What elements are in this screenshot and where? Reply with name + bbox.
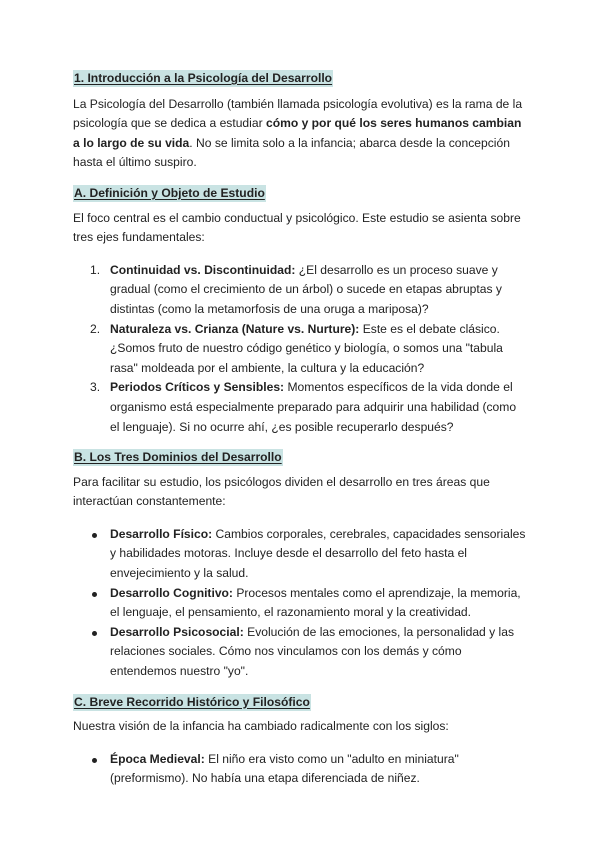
list-item xyxy=(73,378,528,437)
section-a-heading xyxy=(73,184,528,204)
section-c-list xyxy=(73,750,528,789)
section-b-list xyxy=(73,525,528,682)
list-item xyxy=(73,261,528,320)
section-b-heading xyxy=(73,448,528,468)
section-a-intro: El foco central es el cambio conductual y psicológico. Este estudio se asienta sobre tres ejes fundamentales: xyxy=(73,210,521,245)
list-item xyxy=(73,584,528,623)
bullet-icon xyxy=(92,592,97,597)
list-item-text: El niño era visto como un "adulto en miniatura" (preformismo). No había una etapa diferenciada de niñez. xyxy=(110,751,459,786)
list-item-text: ¿El desarrollo es un proceso suave y gradual (como el crecimiento de un árbol) o sucede en etapas abruptas y distintas (como la metamorfosis de una oruga a mariposa)? xyxy=(110,262,502,316)
section-b-title: B. Los Tres Dominios del Desarrollo xyxy=(74,450,282,465)
section-1-heading xyxy=(73,69,528,89)
list-item-term: Desarrollo Físico: xyxy=(110,526,213,541)
list-item-term: Periodos Críticos y Sensibles: xyxy=(110,380,285,395)
bullet-icon xyxy=(92,533,97,538)
list-item-term: Naturaleza vs. Crianza (Nature vs. Nurture): xyxy=(110,321,360,336)
list-item-term: Continuidad vs. Discontinuidad: xyxy=(110,262,296,277)
list-item xyxy=(73,750,528,789)
section-a-title: A. Definición y Objeto de Estudio xyxy=(74,185,265,200)
list-item-text: Evolución de las emociones, la personalidad y las relaciones sociales. Cómo nos vinculamos con los demás y cómo entendemos nuestro "yo". xyxy=(110,624,515,679)
section-1-intro-text-end: . No se limita solo a la infancia; abarca desde la concepción hasta el último suspiro. xyxy=(73,135,510,170)
list-item-text: Cambios corporales, cerebrales, capacidades sensoriales y habilidades motoras. Incluye desde el desarrollo del feto hasta el envejecimiento y la salud. xyxy=(110,526,526,581)
list-item xyxy=(73,623,528,682)
section-1-intro xyxy=(73,95,528,173)
list-number: 2. xyxy=(90,321,101,336)
list-item xyxy=(73,320,528,379)
section-c-intro: Nuestra visión de la infancia ha cambiado radicalmente con los siglos: xyxy=(73,719,449,734)
section-b-intro: Para facilitar su estudio, los psicólogos dividen el desarrollo en tres áreas que interactúan constantemente: xyxy=(73,474,490,509)
list-item-text: Este es el debate clásico. ¿Somos fruto de nuestro código genético y biología, o somos una "tabula rasa" moldeada por el ambiente, la cultura y la educación? xyxy=(110,321,503,375)
section-c-title: C. Breve Recorrido Histórico y Filosófico xyxy=(74,694,310,709)
section-1-intro-text: La Psicología del Desarrollo (también llamada psicología evolutiva) es la rama de la psicología que se dedica a estudiar xyxy=(73,96,523,131)
list-item-text: Procesos mentales como el aprendizaje, la memoria, el lenguaje, el pensamiento, el razonamiento moral y la creatividad. xyxy=(110,585,521,620)
list-item-term: Época Medieval: xyxy=(110,751,205,766)
bullet-icon xyxy=(92,758,97,763)
list-item-term: Desarrollo Cognitivo: xyxy=(110,585,233,600)
list-number: 3. xyxy=(90,380,101,395)
section-1-title: 1. Introducción a la Psicología del Desarrollo xyxy=(74,71,333,85)
section-1-intro-bold: cómo y por qué los seres humanos cambian a lo largo de su vida xyxy=(73,116,522,150)
section-a-list xyxy=(73,261,528,437)
list-item-text: Momentos específicos de la vida donde el organismo está especialmente preparado para adquirir una habilidad (como el lenguaje). Si no ocurre ahí, ¿es posible recuperarlo después? xyxy=(110,380,517,434)
bullet-icon xyxy=(92,631,97,636)
list-item xyxy=(73,525,528,584)
list-number: 1. xyxy=(90,262,101,277)
list-item-term: Desarrollo Psicosocial: xyxy=(110,624,244,639)
section-c-heading xyxy=(73,693,528,713)
